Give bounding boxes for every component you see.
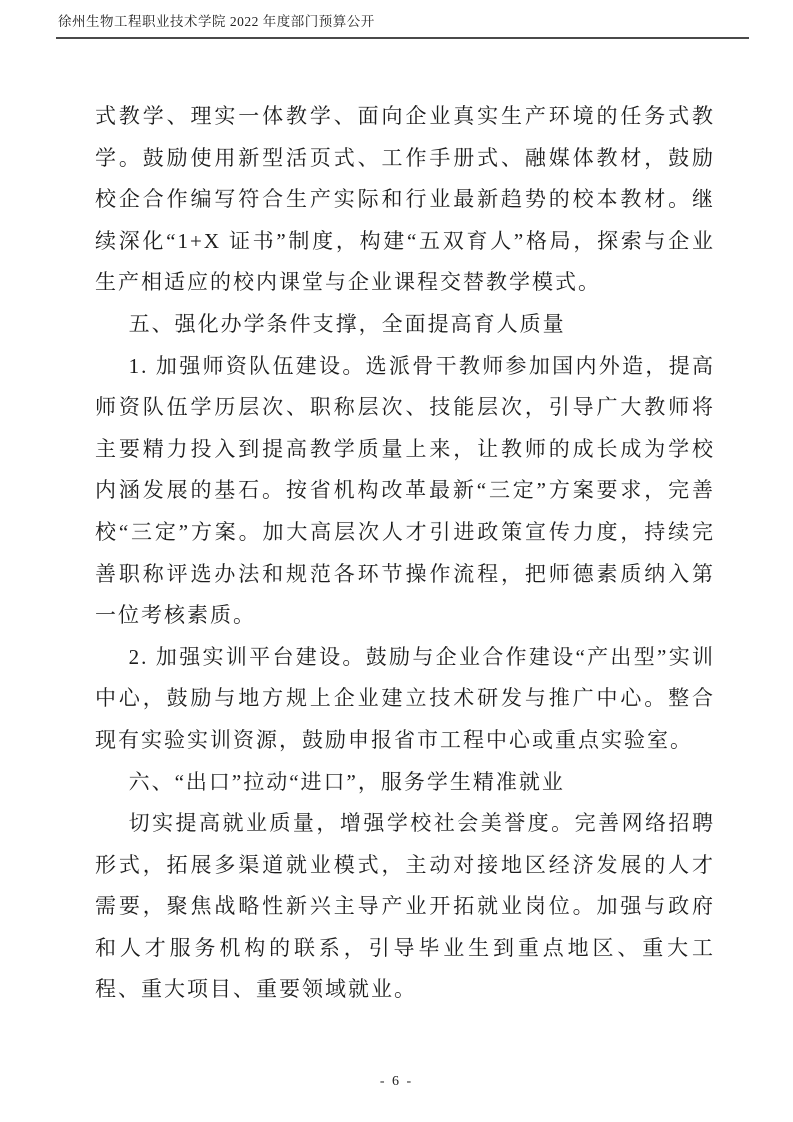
section-heading-five: 五、强化办学条件支撑，全面提高育人质量	[128, 311, 566, 336]
page-number: - 6 -	[379, 1074, 414, 1089]
header-rule	[56, 37, 749, 39]
paragraph-continuation: 式教学、理实一体教学、面向企业真实生产环境的任务式教学。鼓励使用新型活页式、工作手册式、融媒体教材，鼓励校企合作编写符合生产实际和行业最新趋势的校本教材。继续深化“1+X 证书”制度，构建“五双育人”格局，探索与企业生产相适应的校内课堂与企业课程交替教学模式。	[95, 104, 715, 295]
page-footer	[0, 1072, 793, 1090]
paragraph-training-platform: 2. 加强实训平台建设。鼓励与企业合作建设“产出型”实训中心，鼓励与地方规上企业建立技术研发与推广中心。整合现有实验实训资源，鼓励申报省市工程中心或重点实验室。	[95, 644, 715, 752]
section-heading-six: 六、“出口”拉动“进口”，服务学生精准就业	[128, 769, 565, 794]
header-title: 徐州生物工程职业技术学院 2022 年度部门预算公开	[58, 14, 375, 29]
page-header	[56, 10, 749, 39]
paragraph-teacher-team: 1. 加强师资队伍建设。选派骨干教师参加国内外造，提高师资队伍学历层次、职称层次、技能层次，引导广大教师将主要精力投入到提高教学质量上来，让教师的成长成为学校内涵发展的基石。按省机构改革最新“三定”方案要求，完善校“三定”方案。加大高层次人才引进政策宣传力度，持续完善职称评选办法和规范各环节操作流程，把师德素质纳入第一位考核素质。	[95, 353, 715, 628]
document-body	[95, 96, 715, 1011]
paragraph-employment: 切实提高就业质量，增强学校社会美誉度。完善网络招聘形式，拓展多渠道就业模式，主动对接地区经济发展的人才需要，聚焦战略性新兴主导产业开拓就业岗位。加强与政府和人才服务机构的联系，引导毕业生到重点地区、重大工程、重大项目、重要领域就业。	[95, 811, 715, 1002]
